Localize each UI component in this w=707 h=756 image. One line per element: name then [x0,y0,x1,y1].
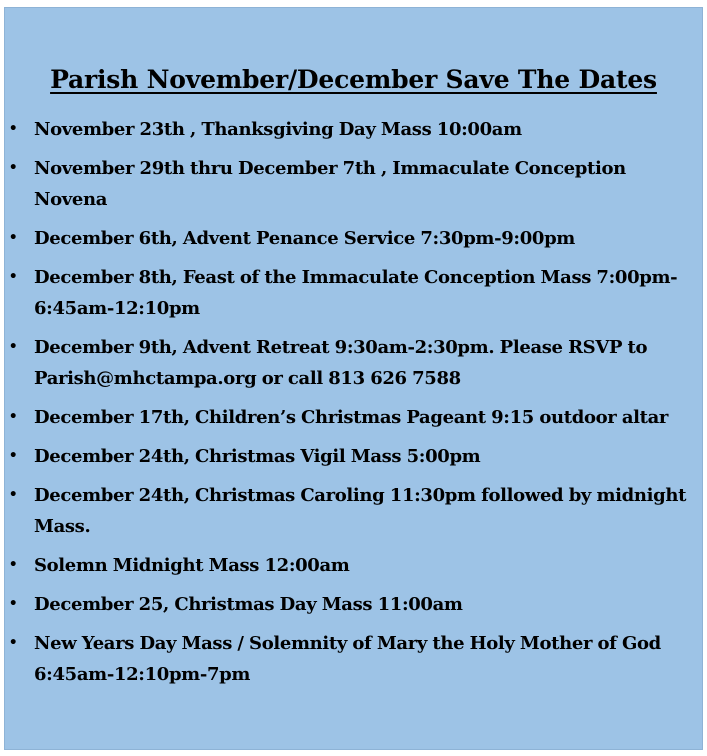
list-item [5,114,702,145]
list-item-text: December 17th, Children’s Christmas Pageant 9:15 outdoor altar [34,407,669,428]
bullet-icon: • [8,339,18,355]
list-item-text: December 24th, Christmas Caroling 11:30pm followed by midnight Mass. [34,485,687,537]
bullet-icon: • [8,487,18,503]
list-item-text: November 23th , Thanksgiving Day Mass 10:00am [34,119,522,140]
list-item-text: December 9th, Advent Retreat 9:30am-2:30pm. Please RSVP to Parish@mhctampa.org or call 813 626 7588 [34,337,648,389]
dates-list [5,114,702,698]
bullet-icon: • [8,230,18,246]
list-item-text: December 25, Christmas Day Mass 11:00am [34,594,463,615]
bullet-icon: • [8,557,18,573]
list-item [5,589,702,620]
list-item-text: December 8th, Feast of the Immaculate Conception Mass 7:00pm-6:45am-12:10pm [34,267,678,319]
list-item [5,153,702,215]
bullet-icon: • [8,448,18,464]
list-item [5,262,702,324]
list-item [5,332,702,394]
list-item [5,402,702,433]
list-item [5,550,702,581]
list-item-text: December 6th, Advent Penance Service 7:30pm-9:00pm [34,228,575,249]
list-item-text: Solemn Midnight Mass 12:00am [34,555,350,576]
save-the-dates-panel [4,7,703,750]
list-item [5,441,702,472]
page-title: Parish November/December Save The Dates [50,65,657,94]
list-item-text: December 24th, Christmas Vigil Mass 5:00pm [34,446,481,467]
list-item [5,628,702,690]
bullet-icon: • [8,635,18,651]
bullet-icon: • [8,160,18,176]
list-item-text: New Years Day Mass / Solemnity of Mary the Holy Mother of God 6:45am-12:10pm-7pm [34,633,661,685]
list-item [5,480,702,542]
list-item-text: November 29th thru December 7th , Immaculate Conception Novena [34,158,626,210]
bullet-icon: • [8,269,18,285]
bullet-icon: • [8,596,18,612]
list-item [5,223,702,254]
bullet-icon: • [8,121,18,137]
bullet-icon: • [8,409,18,425]
